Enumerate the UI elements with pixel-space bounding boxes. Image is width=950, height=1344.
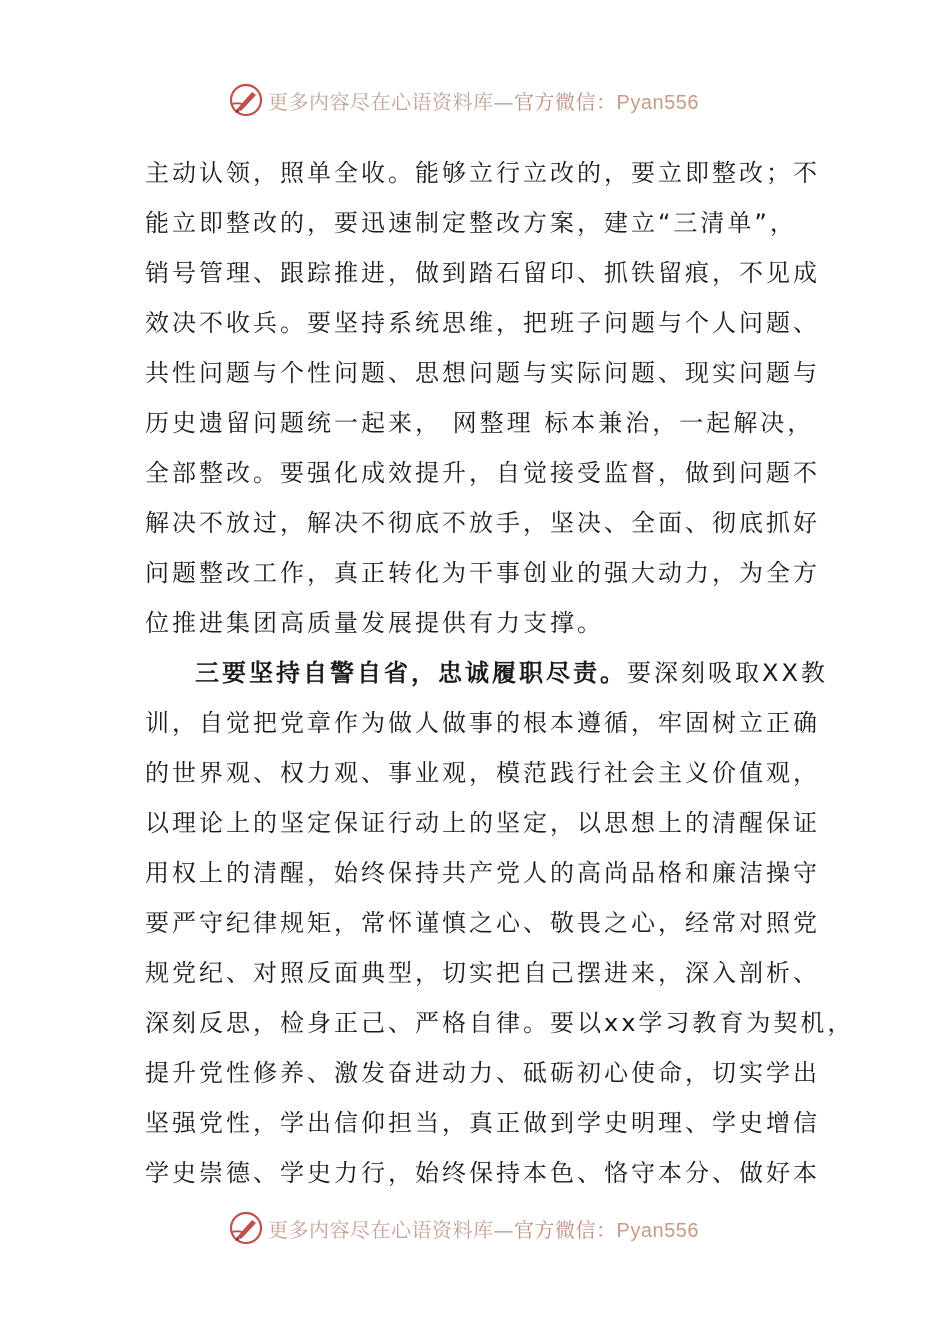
paragraph-1 (145, 148, 825, 648)
text-line: 以理论上的坚定保证行动上的坚定，以思想上的清醒保证 (145, 809, 820, 837)
text-line: 坚强党性，学出信仰担当，真正做到学史明理、学史增信 (145, 1109, 820, 1137)
text-line: 共性问题与个性问题、思想问题与实际问题、现实问题与 (145, 359, 820, 387)
text-line: 要严守纪律规矩，常怀谨慎之心、敬畏之心，经常对照党 (145, 909, 820, 937)
text-line: 全部整改。要强化成效提升，自觉接受监督，做到问题不 (145, 459, 820, 487)
banner-wechat-id: Pyan556 (616, 1219, 699, 1242)
text-line: 效决不收兵。要坚持系统思维，把班子问题与个人问题、 (145, 309, 820, 337)
text-line: 解决不放过，解决不彻底不放手，坚决、全面、彻底抓好 (145, 509, 820, 537)
paragraph-2 (145, 648, 855, 1198)
paragraph-2-first-line (145, 648, 828, 698)
text-line: 用权上的清醒，始终保持共产党人的高尚品格和廉洁操守 (145, 859, 820, 887)
text-line: 销号管理、跟踪推进，做到踏石留印、抓铁留痕，不见成 (145, 259, 820, 287)
text-line: 能立即整改的，要迅速制定整改方案，建立“三清单”， (145, 209, 797, 237)
text-line: 主动认领，照单全收。能够立行立改的，要立即整改；不 (145, 159, 820, 187)
text-line: 深刻反思，检身正己、严格自律。要以xx学习教育为契机， (145, 1009, 855, 1037)
banner-official-label: 官方微信： (514, 89, 617, 114)
text-line: 的世界观、权力观、事业观，模范践行社会主义价值观， (145, 759, 820, 787)
banner-wechat-id: Pyan556 (616, 91, 699, 114)
banner-official-label: 官方微信： (514, 1217, 617, 1242)
text-span: 要深刻吸取XX教 (627, 659, 828, 687)
banner-brand-text: 更多内容尽在心语资料库 (268, 1217, 494, 1242)
footer-banner[interactable] (228, 1210, 699, 1246)
banner-dash: — (493, 89, 514, 114)
section-heading: 三要坚持自警自省，忠诚履职尽责。 (195, 659, 627, 687)
text-line: 问题整改工作，真正转化为干事创业的强大动力，为全方 (145, 559, 820, 587)
text-line: 位推进集团高质量发展提供有力支撑。 (145, 609, 604, 637)
banner-dash: — (493, 1217, 514, 1242)
banner-brand-text: 更多内容尽在心语资料库 (268, 89, 494, 114)
pen-circle-icon (228, 1210, 264, 1246)
text-line: 历史遗留问题统一起来， 网整理 标本兼治，一起解决， (145, 409, 815, 437)
text-line: 学史崇德、学史力行，始终保持本色、恪守本分、做好本 (145, 1159, 820, 1187)
header-banner[interactable] (228, 82, 699, 118)
text-line: 提升党性修养、激发奋进动力、砥砺初心使命，切实学出 (145, 1059, 820, 1087)
text-line: 规党纪、对照反面典型，切实把自己摆进来，深入剖析、 (145, 959, 820, 987)
text-line: 训，自觉把党章作为做人做事的根本遵循，牢固树立正确 (145, 709, 820, 737)
pen-circle-icon (228, 82, 264, 118)
document-body (145, 148, 855, 1198)
